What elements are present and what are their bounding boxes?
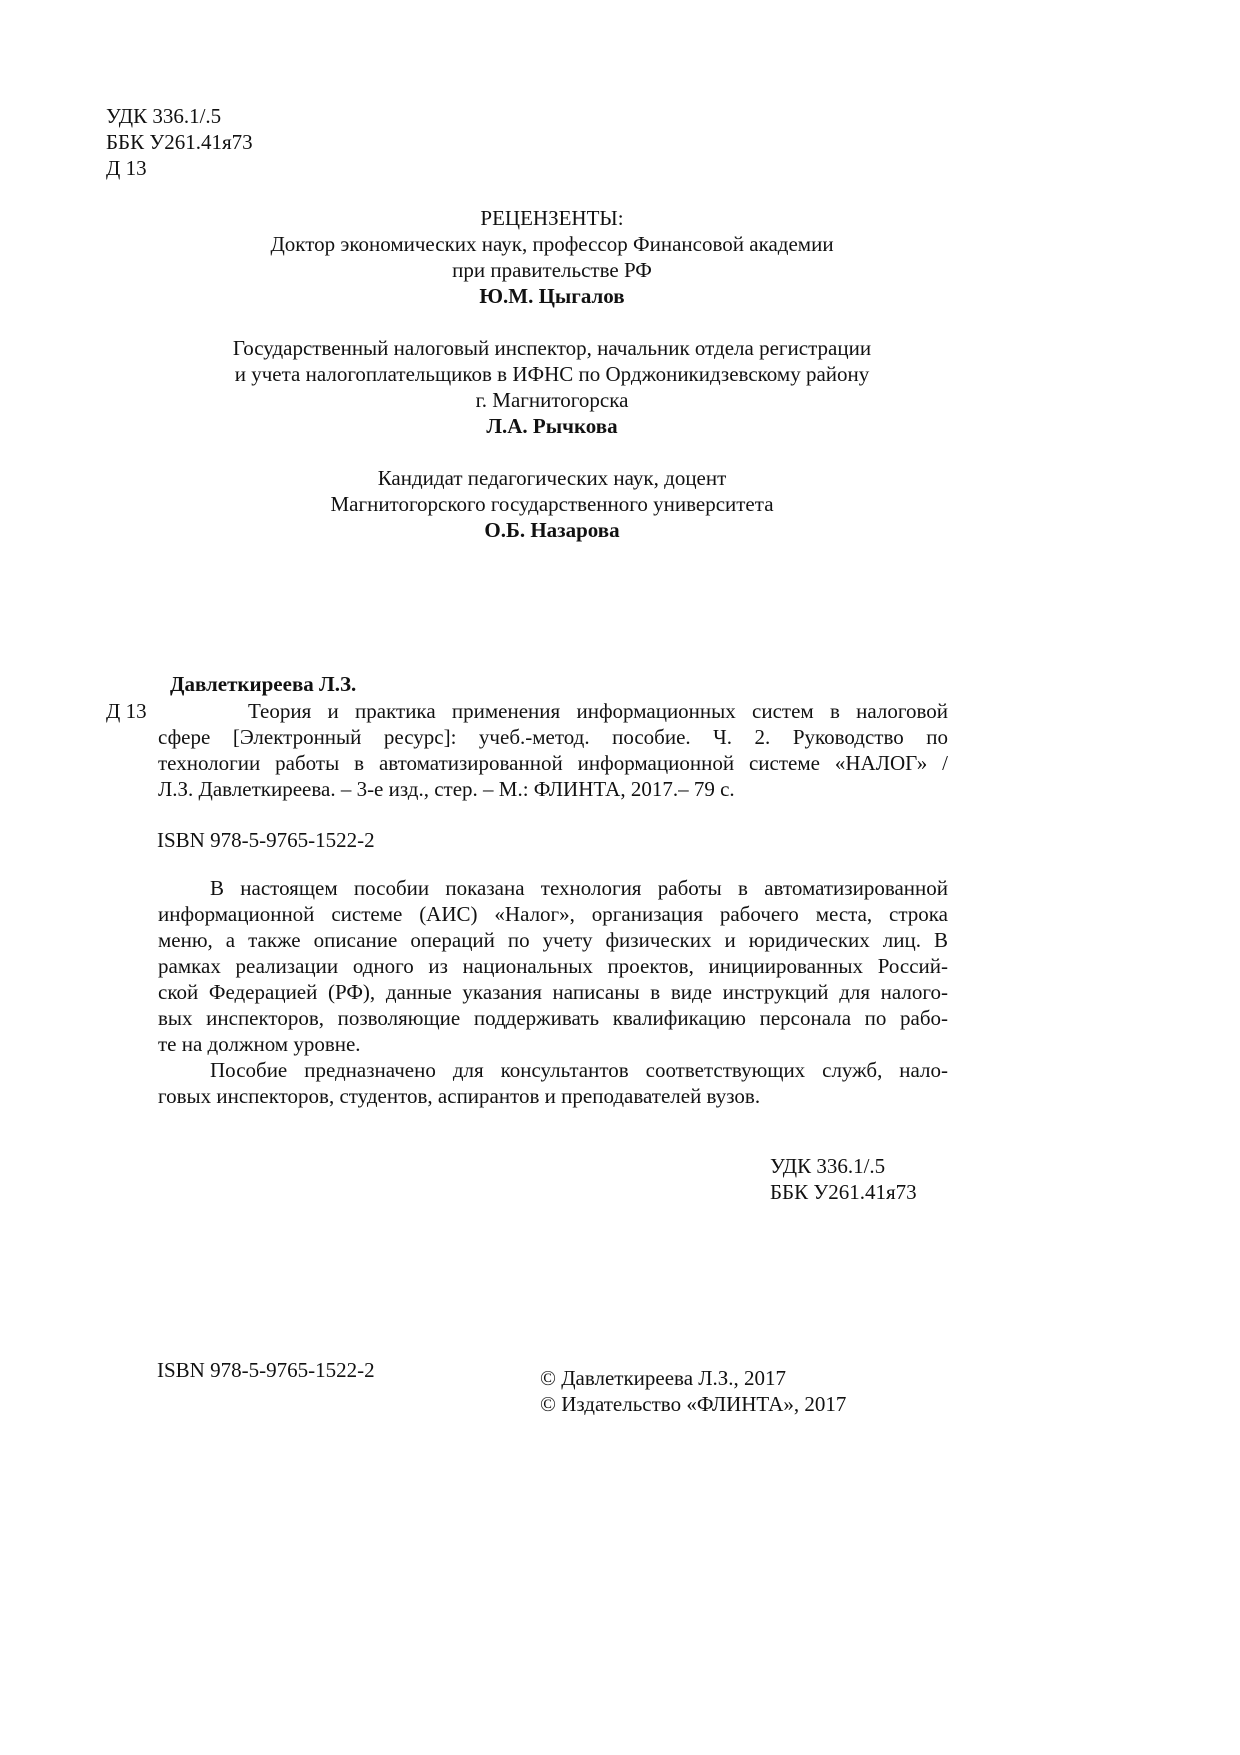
biblio-line: сфере [Электронный ресурс]: учеб.-метод. пособие. Ч. 2. Руководство по [158,725,948,749]
abstract-line: вых инспекторов, позволяющие поддерживать квалификацию персонала по рабо- [158,1006,948,1030]
reviewer-1-position: при правительстве РФ [452,258,652,282]
reviewer-2-position: Государственный налоговый инспектор, начальник отдела регистрации [232,336,872,360]
biblio-line: технологии работы в автоматизированной информационной системе «НАЛОГ» / [158,751,948,775]
biblio-line: Теория и практика применения информационных систем в налоговой [248,699,948,723]
bbk-code: ББК У261.41я73 [106,130,253,154]
reviewer-1-name: Ю.М. Цыгалов [479,284,625,308]
biblio-mark: Д 13 [106,699,147,723]
reviewer-3-name: О.Б. Назарова [484,518,620,542]
reviewer-3-position: Магнитогорского государственного университета [330,492,774,516]
reviewer-2-name: Л.А. Рычкова [486,414,618,438]
abstract-line: В настоящем пособии показана технология работы в автоматизированной [210,876,948,900]
abstract-line: ской Федерацией (РФ), данные указания написаны в виде инструкций для налого- [158,980,948,1004]
reviewer-3-position: Кандидат педагогических наук, доцент [377,466,727,490]
isbn: ISBN 978-5-9765-1522-2 [157,828,375,852]
abstract-line: Пособие предназначено для консультантов соответствующих служб, нало- [210,1058,948,1082]
reviewer-1-position: Доктор экономических наук, профессор Финансовой академии [270,232,834,256]
biblio-line: Л.З. Давлеткиреева. – 3-е изд., стер. – М.: ФЛИНТА, 2017.– 79 с. [158,777,735,801]
reviewer-2-position: и учета налогоплательщиков в ИФНС по Орджоникидзевскому району [234,362,870,386]
copyright-publisher: © Издательство «ФЛИНТА», 2017 [540,1392,847,1416]
abstract-line: рамках реализации одного из национальных проектов, инициированных Россий- [158,954,948,978]
reviewer-2-position: г. Магнитогорска [475,388,629,412]
reviewers-title: РЕЦЕНЗЕНТЫ: [480,206,624,230]
author-mark: Д 13 [106,156,147,180]
footer-udk: УДК 336.1/.5 [770,1154,886,1178]
udk-code: УДК 336.1/.5 [106,104,222,128]
footer-isbn: ISBN 978-5-9765-1522-2 [157,1358,375,1382]
abstract-line: говых инспекторов, студентов, аспирантов и преподавателей вузов. [158,1084,761,1108]
abstract-line: информационной системе (АИС) «Налог», организация рабочего места, строка [158,902,948,926]
abstract-line: те на должном уровне. [158,1032,361,1056]
copyright-author: © Давлеткиреева Л.З., 2017 [540,1366,787,1390]
abstract-line: меню, а также описание операций по учету физических и юридических лиц. В [158,928,948,952]
biblio-author: Давлеткиреева Л.З. [170,672,357,696]
footer-bbk: ББК У261.41я73 [770,1180,917,1204]
